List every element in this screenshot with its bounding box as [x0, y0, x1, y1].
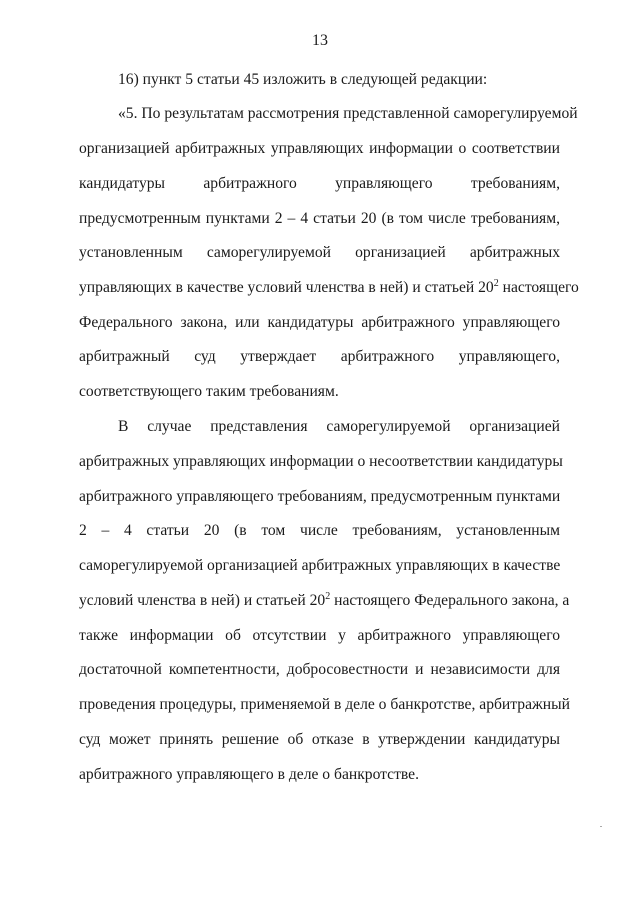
text-line: суд может принять решение об отказе в утверждении кандидатуры — [79, 731, 560, 748]
text-fragment: управляющих в качестве условий членства в ней) и статьей 20 — [79, 279, 494, 296]
text-fragment: настоящего Федерального закона, а — [334, 592, 570, 609]
text-line: арбитражный суд утверждает арбитражного управляющего, — [79, 348, 560, 365]
text-line: проведения процедуры, применяемой в деле о банкротстве, арбитражный — [79, 696, 570, 713]
text-line: соответствующего таким требованиям. — [79, 383, 339, 400]
superscript: 2 — [325, 591, 331, 602]
text-line — [79, 278, 579, 298]
text-line: 2 – 4 статьи 20 (в том числе требованиям, установленным — [79, 522, 560, 539]
text-line: установленным саморегулируемой организацией арбитражных — [79, 244, 560, 261]
text-fragment: настоящего — [502, 279, 579, 296]
page-number: 13 — [312, 32, 328, 49]
text-line: организацией арбитражных управляющих информации о соответствии — [79, 140, 560, 157]
text-line: Федерального закона, или кандидатуры арбитражного управляющего — [79, 314, 560, 331]
text-line: саморегулируемой организацией арбитражных управляющих в качестве — [79, 557, 561, 574]
text-line: арбитражного управляющего в деле о банкротстве. — [79, 766, 420, 783]
text-line: также информации об отсутствии у арбитражного управляющего — [79, 627, 560, 644]
superscript: 2 — [493, 278, 499, 289]
text-line: «5. По результатам рассмотрения представленной саморегулируемой — [118, 105, 578, 122]
scan-speck — [600, 826, 602, 827]
text-line: кандидатуры арбитражного управляющего требованиям, — [79, 175, 560, 192]
text-line: В случае представления саморегулируемой организацией — [118, 418, 560, 435]
text-line: арбитражного управляющего требованиям, предусмотренным пунктами — [79, 488, 561, 505]
amendment-heading: 16) пункт 5 статьи 45 изложить в следующей редакции: — [118, 71, 488, 88]
text-line — [79, 591, 570, 611]
text-line: предусмотренным пунктами 2 – 4 статьи 20 (в том числе требованиям, — [79, 210, 560, 227]
text-line: достаточной компетентности, добросовестности и независимости для — [79, 661, 560, 678]
text-fragment: условий членства в ней) и статьей 20 — [79, 592, 326, 609]
text-line: арбитражных управляющих информации о несоответствии кандидатуры — [79, 453, 563, 470]
